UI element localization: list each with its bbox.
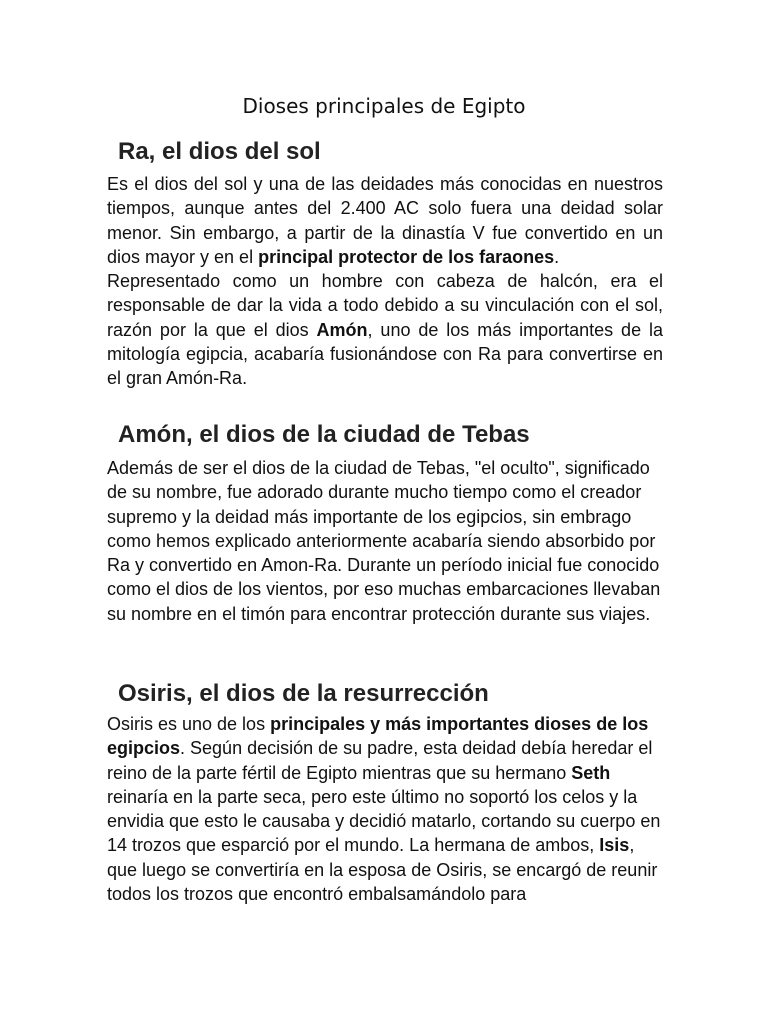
paragraph-ra-2: [107, 269, 663, 390]
bold-text: Seth: [571, 762, 611, 783]
paragraph-ra-1: [107, 172, 663, 269]
text-run: .: [554, 246, 560, 267]
bold-text: Isis: [599, 835, 630, 856]
text-run: , que luego se convertiría en la esposa de Osiris, se encargó de reunir todos los trozos que encontró embalsamándolo para: [107, 835, 658, 905]
bold-text: Amón: [316, 319, 368, 340]
heading-osiris: Osiris, el dios de la resurrección: [118, 680, 489, 707]
text-run: , uno de los más importantes de la mitología egipcia, acabaría fusionándose con Ra para convertirse en el gran Amón-Ra.: [107, 319, 663, 389]
paragraph-amon: [107, 456, 663, 626]
text-run: . Según decisión de su padre, esta deidad debía heredar el reino de la parte fértil de Egipto mientras que su hermano: [107, 738, 653, 783]
text-run: Es el dios del sol y una de las deidades más conocidas en nuestros tiempos, aunque antes del 2.400 AC solo fuera una deidad solar menor. Sin embargo, a partir de la dinastía V fue convertido en un dios mayor y en el: [107, 174, 663, 267]
text-run: Representado como un hombre con cabeza de halcón, era el responsable de dar la vida a todo debido a su vinculación con el sol, razón por la que el dios: [107, 271, 663, 340]
paragraph-osiris: [107, 712, 663, 906]
bold-text: principales y más importantes dioses de los egipcios: [107, 714, 649, 759]
heading-ra: Ra, el dios del sol: [118, 138, 321, 165]
paragraph-ra: [107, 172, 663, 391]
bold-text: principal protector de los faraones: [258, 246, 555, 267]
document-title: Dioses principales de Egipto: [242, 94, 526, 118]
text-run: reinaría en la parte seca, pero este último no soportó los celos y la envidia que esto le causaba y decidió matarlo, cortando su cuerpo en 14 trozos que esparció por el mundo. La hermana de ambos,: [107, 786, 661, 856]
text-run: Además de ser el dios de la ciudad de Tebas, "el oculto", significado de su nombre, fue adorado durante mucho tiempo como el creador supremo y la deidad más importante de los egipcios, sin embrago como hemos explicado anteriormente acabaría siendo absorbido por Ra y convertido en Amon-Ra. Durante un período inicial fue conocido como el dios de los vientos, por eso muchas embarcaciones llevaban su nombre en el timón para encontrar protección durante sus viajes.: [107, 458, 661, 624]
heading-amon: Amón, el dios de la ciudad de Tebas: [118, 421, 530, 448]
text-run: Osiris es uno de los: [107, 714, 271, 734]
